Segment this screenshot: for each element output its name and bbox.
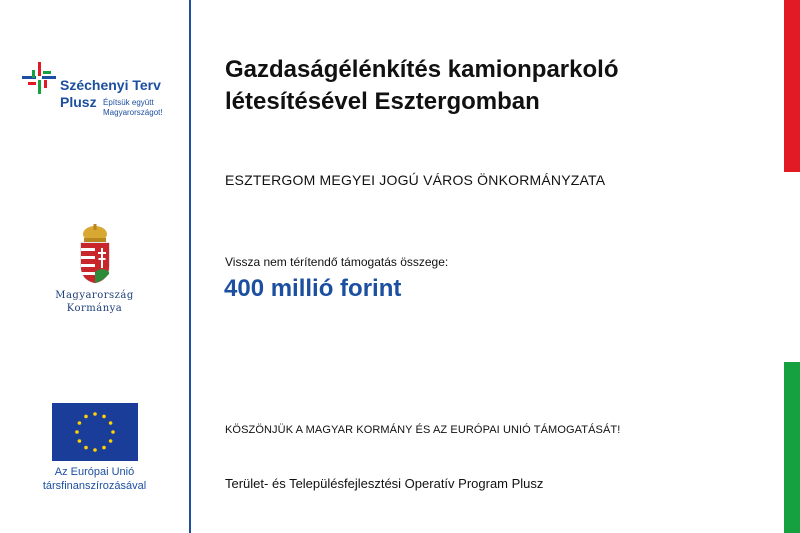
eu-cofinancing-line2: társfinanszírozásával <box>42 480 147 492</box>
beneficiary-name: ESZTERGOM MEGYEI JOGÚ VÁROS ÖNKORMÁNYZATA <box>225 172 606 188</box>
flag-stripe-green <box>784 362 800 533</box>
logo-column <box>0 0 189 533</box>
grant-amount-label: Vissza nem térítendő támogatás összege: <box>225 255 449 269</box>
hungarian-coat-of-arms-icon <box>78 224 112 284</box>
grant-amount-value: 400 millió forint <box>224 275 402 302</box>
eu-cofinancing-line1: Az Európai Unió <box>54 466 135 478</box>
program-name: Terület- és Településfejlesztési Operatív Program Plusz <box>225 476 544 491</box>
szechenyi-terv-logo <box>22 60 182 122</box>
szechenyi-tagline-2: Magyarországot! <box>103 108 163 117</box>
szechenyi-tagline <box>103 98 183 118</box>
eu-flag-icon <box>52 403 138 461</box>
szechenyi-cross-icon <box>22 62 58 98</box>
government-name-line1: Magyarország <box>55 290 134 301</box>
flag-stripe-red <box>784 0 800 172</box>
szechenyi-subtitle: Plusz <box>60 94 97 110</box>
szechenyi-tagline-1: Építsük együtt <box>103 98 154 107</box>
thanks-message: KÖSZÖNJÜK A MAGYAR KORMÁNY ÉS AZ EURÓPAI UNIÓ TÁMOGATÁSÁT! <box>225 424 621 436</box>
project-title-line1: Gazdaságélénkítés kamionparkoló <box>225 56 619 83</box>
project-title-line2: létesítésével Esztergomban <box>225 88 540 115</box>
project-title <box>225 54 765 118</box>
vertical-divider <box>189 0 191 533</box>
szechenyi-title: Széchenyi Terv <box>60 77 161 93</box>
government-name-line2: Kormánya <box>66 303 123 314</box>
